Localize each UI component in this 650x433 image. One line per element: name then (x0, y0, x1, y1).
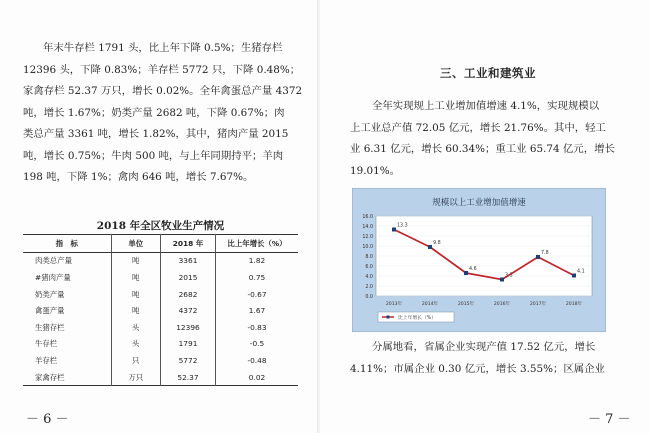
y-tick-label: 14.0 (362, 225, 373, 230)
table-header-row (23, 235, 298, 253)
y-tick-label: 4.0 (365, 275, 373, 280)
col-header-unit: 单位 (111, 235, 161, 253)
cell-growth: 1.67 (216, 302, 299, 319)
col-header-year: 2018 年 (161, 235, 216, 253)
text-line: 全年实现规上工业增加值增速 4.1%，实现规模以 (372, 100, 600, 112)
section-title: 三、工业和建筑业 (440, 66, 536, 80)
page-number-right: － 7 － (588, 412, 631, 427)
page-number-left: － 6 － (26, 412, 69, 427)
data-point (572, 274, 576, 278)
y-tick-label: 2.0 (365, 285, 373, 290)
table-row (23, 286, 298, 303)
text-line: 类总产量 3361 吨，增长 1.82%，其中，猪肉产量 2015 (23, 128, 289, 140)
table-title: 2018 年全区牧业生产情况 (96, 220, 225, 232)
text-line: 12396 头，下降 0.83%；羊存栏 5772 只，下降 0.48%； (23, 63, 301, 76)
y-tick-label: 8.0 (365, 255, 373, 260)
legend-label: 比上年增长（%） (398, 316, 437, 321)
text-line: 家禽存栏 52.37 万只，增长 0.02%。全年禽蛋总产量 4372 (23, 85, 303, 97)
data-point (428, 245, 432, 249)
growth-line-chart (352, 188, 606, 332)
cell-value: 12396 (161, 319, 216, 336)
cell-indicator: 羊存栏 (35, 355, 58, 365)
data-label: 4.6 (469, 267, 477, 272)
cell-indicator: 牛存栏 (35, 339, 58, 349)
cell-indicator: 生猪存栏 (35, 322, 65, 332)
x-tick-label: 2013年 (385, 302, 403, 307)
text-line: 198 吨，下降 1%；禽肉 646 吨，增长 7.67%。 (23, 171, 254, 183)
data-label: 3.3 (505, 273, 513, 279)
data-label: 9.8 (433, 241, 441, 246)
text-line: 吨，增长 1.67%；奶类产量 2682 吨，下降 0.67%；肉 (23, 106, 285, 119)
cell-indicator: 肉类总产量 (35, 256, 72, 266)
data-point (464, 271, 468, 275)
y-tick-label: 10.0 (362, 245, 373, 250)
cell-value: 1791 (161, 336, 216, 353)
chart-title: 规模以上工业增加值增速 (432, 198, 526, 208)
cell-unit: 头 (111, 336, 161, 353)
cell-value: 52.37 (161, 369, 216, 386)
table-row (23, 336, 298, 353)
data-label: 13.3 (397, 223, 408, 229)
y-tick-label: 12.0 (362, 235, 373, 240)
cell-growth: -0.5 (216, 336, 299, 353)
table-row (23, 319, 298, 336)
data-label: 4.1 (577, 269, 585, 275)
x-tick-label: 2017年 (529, 302, 547, 307)
right-paragraph-2 (350, 337, 608, 380)
table-row (23, 302, 298, 319)
y-tick-label: 6.0 (365, 265, 373, 270)
data-point (392, 228, 396, 232)
y-tick-label: 0.0 (365, 295, 373, 300)
y-tick-label: 16.0 (362, 215, 373, 220)
cell-indicator: 家禽存栏 (35, 372, 65, 382)
cell-value: 2015 (161, 269, 216, 286)
cell-unit: 吨 (111, 302, 161, 319)
left-page (0, 0, 319, 433)
right-paragraph (350, 96, 615, 182)
cell-unit: 吨 (111, 269, 161, 286)
cell-growth: -0.48 (216, 352, 299, 369)
cell-unit: 头 (111, 319, 161, 336)
cell-unit: 吨 (111, 286, 161, 303)
cell-indicator: 禽蛋产量 (35, 306, 65, 316)
data-label: 7.8 (541, 251, 549, 256)
x-tick-label: 2015年 (457, 302, 475, 307)
left-paragraph (23, 38, 303, 189)
x-tick-label: 2016年 (493, 302, 511, 307)
data-point (500, 278, 504, 282)
cell-indicator: #猪肉产量 (35, 272, 71, 282)
text-line: 19.01%。 (350, 164, 401, 177)
x-tick-label: 2018年 (565, 302, 583, 307)
cell-unit: 只 (111, 352, 161, 369)
livestock-table (23, 234, 298, 386)
text-line: 4.11%；市属企业 0.30 亿元，增长 3.55%；区属企业 (350, 362, 605, 375)
x-tick-label: 2014年 (421, 302, 439, 307)
table-row (23, 352, 298, 369)
text-line: 上工业总产值 72.05 亿元，增长 21.76%。其中，轻工 (350, 121, 606, 134)
text-line: 分属地看，省属企业实现产值 17.52 亿元，增长 (372, 341, 596, 353)
data-point (536, 255, 540, 259)
cell-growth: -0.83 (216, 319, 299, 336)
cell-growth: 1.82 (216, 252, 299, 269)
text-line: 吨，增长 0.75%；牛肉 500 吨，与上年同期持平；羊肉 (23, 149, 284, 162)
cell-indicator: 奶类产量 (35, 289, 65, 299)
cell-unit: 吨 (111, 252, 161, 269)
table-row (23, 269, 298, 286)
cell-value: 3361 (161, 252, 216, 269)
text-line: 业 6.31 亿元，增长 60.34%；重工业 65.74 亿元，增长 (350, 143, 615, 155)
chart-container (352, 188, 606, 332)
text-line: 年末牛存栏 1791 头，比上年下降 0.5%；生猪存栏 (43, 42, 283, 54)
cell-growth: -0.67 (216, 286, 299, 303)
cell-growth: 0.75 (216, 269, 299, 286)
col-header-indicator: 指 标 (55, 238, 78, 248)
cell-value: 2682 (161, 286, 216, 303)
col-header-growth: 比上年增长（%） (216, 235, 299, 253)
cell-value: 5772 (161, 352, 216, 369)
cell-growth: 0.02 (216, 369, 299, 386)
cell-unit: 万只 (111, 369, 161, 386)
table-row (23, 369, 298, 386)
cell-value: 4372 (161, 302, 216, 319)
legend-marker (387, 316, 390, 319)
table-row (23, 252, 298, 269)
